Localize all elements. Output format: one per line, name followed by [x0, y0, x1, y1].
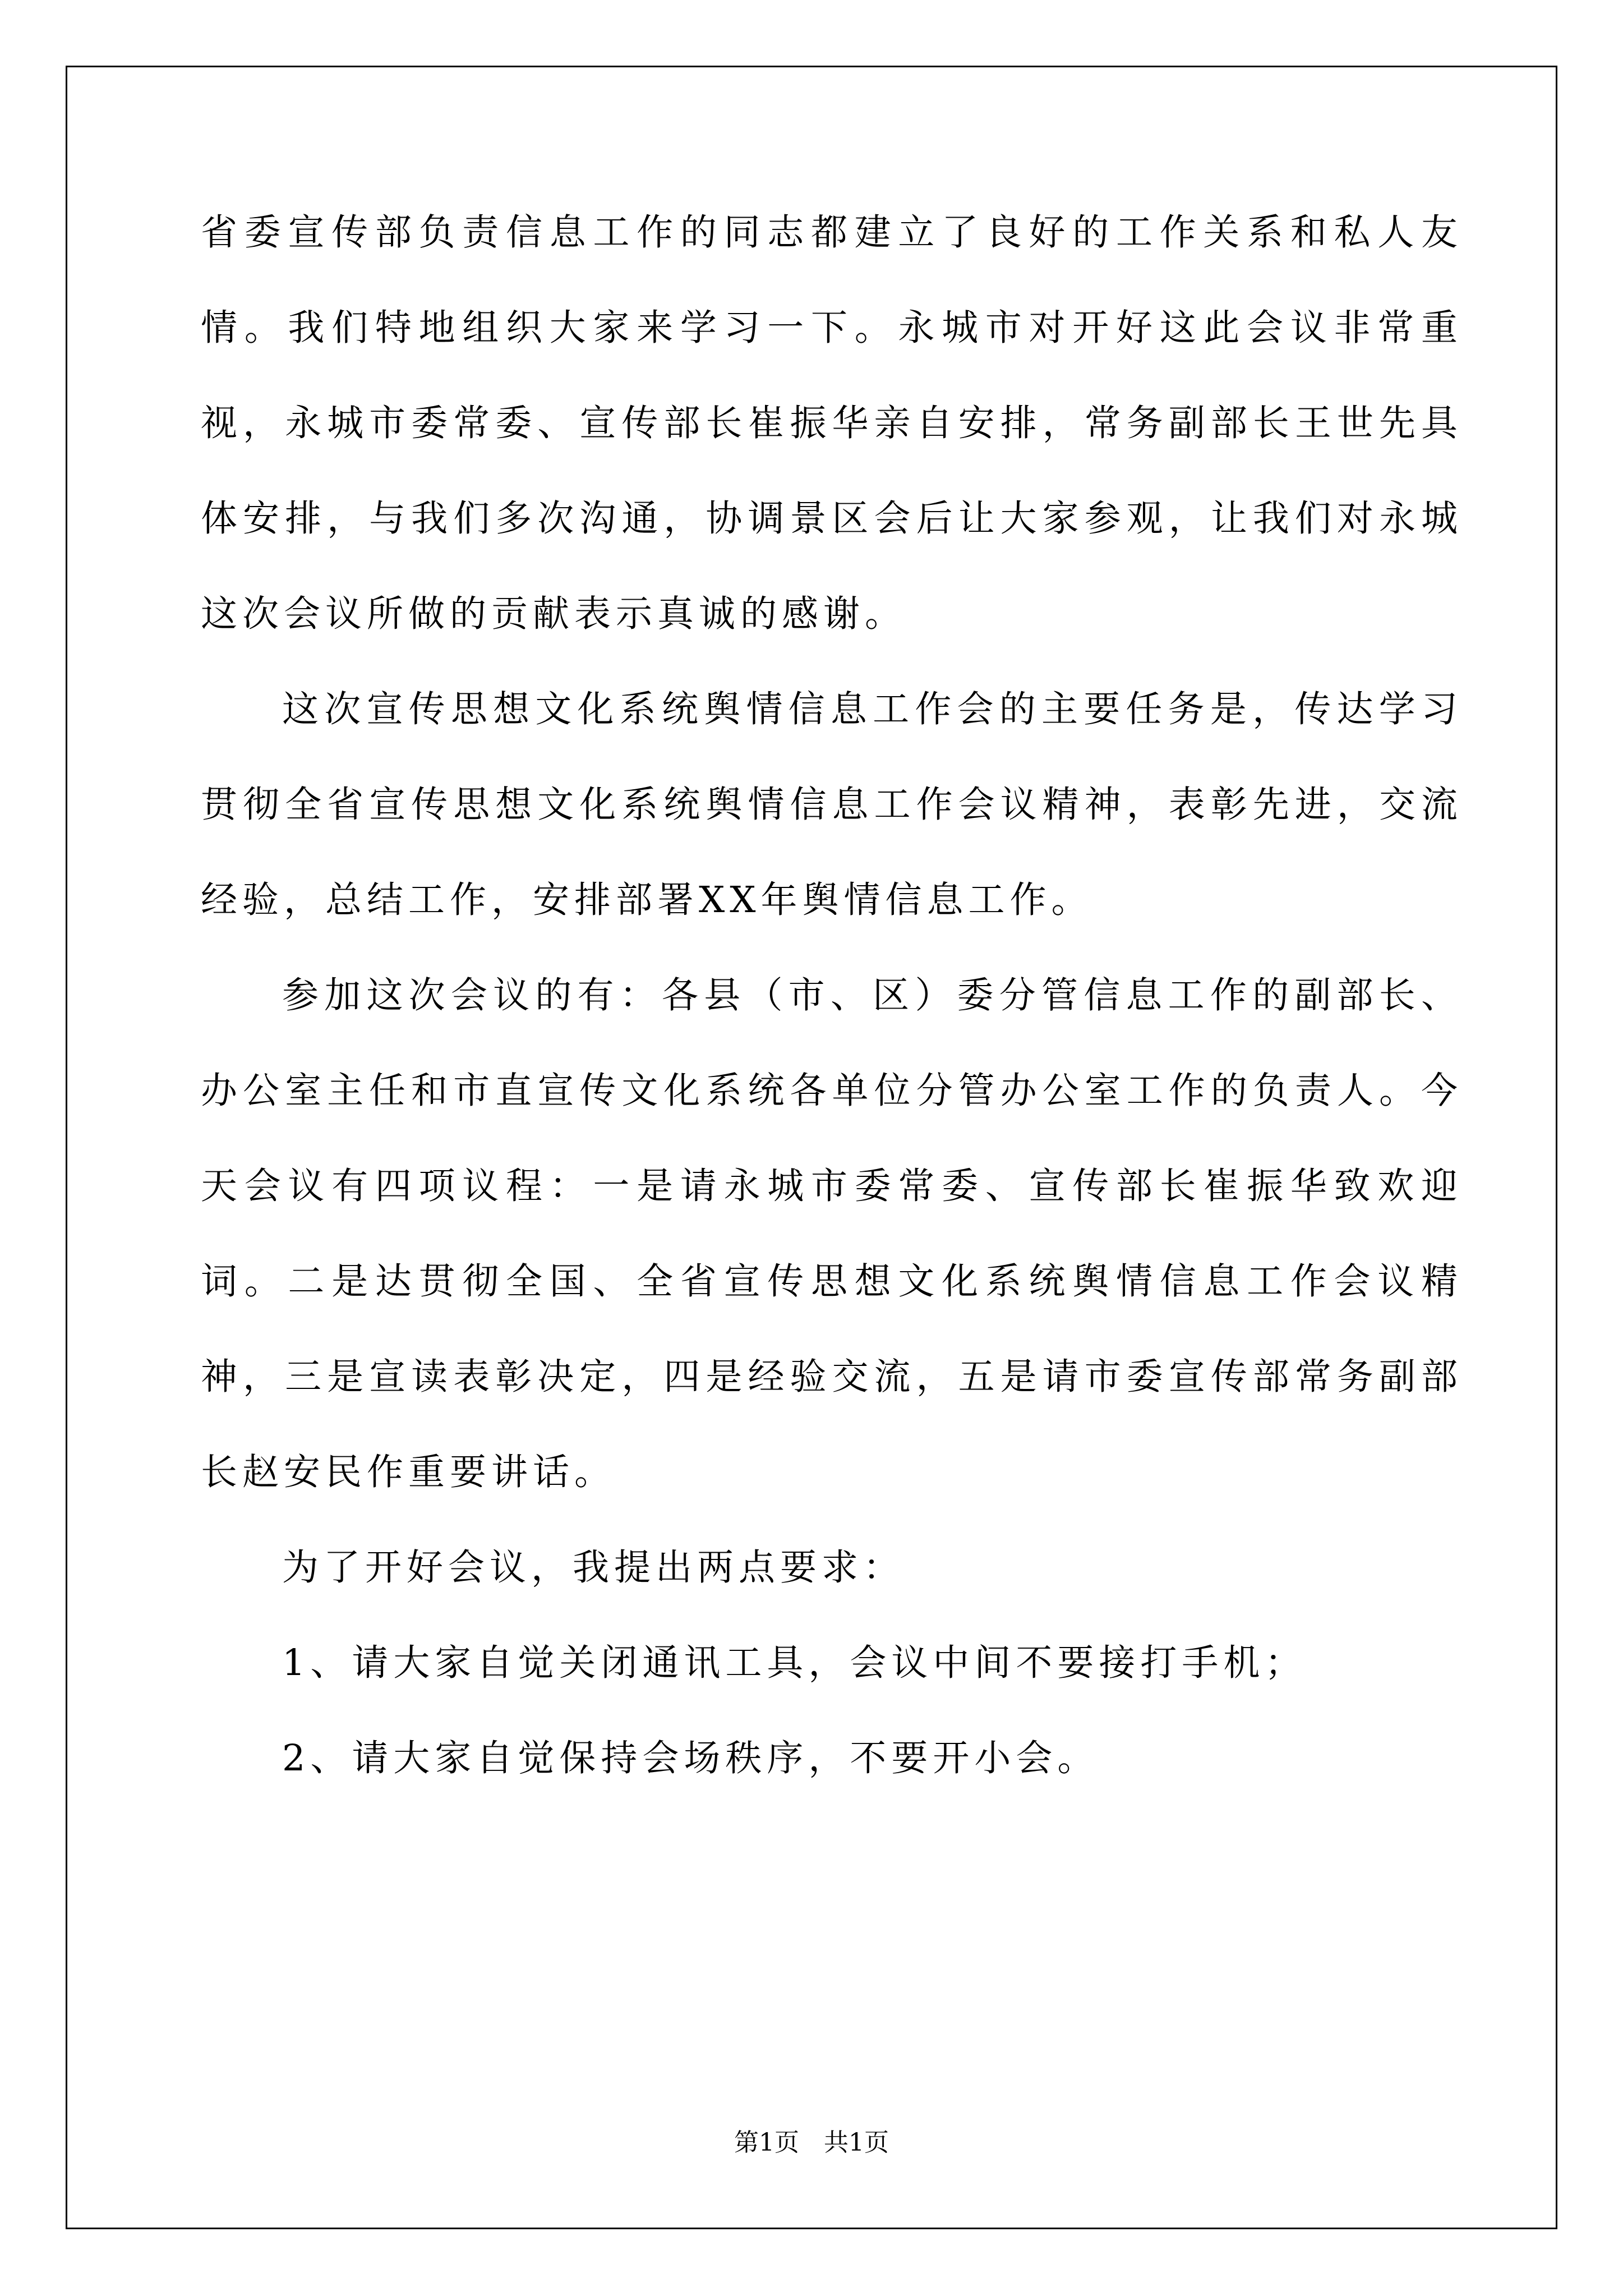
page-total: 共1页 [824, 2128, 889, 2157]
paragraph-3: 参加这次会议的有：各县（市、区）委分管信息工作的副部长、办公室主任和市直宣传文化系统各单位分管办公室工作的负责人。今天会议有四项议程：一是请永城市委常委、宣传部长崔振华致欢迎词。二是达贯彻全国、全省宣传思想文化系统舆情信息工作会议精神，三是宣读表彰决定，四是经验交流，五是请市委宣传部常务副部长赵安民作重要讲话。 [201, 974, 1463, 1493]
paragraph-6: 2、请大家自觉保持会场秩序，不要开小会。 [282, 1737, 1099, 1779]
page-number: 第1页 [734, 2128, 799, 2157]
page-footer [0, 2126, 1623, 2160]
paragraph-2: 这次宣传思想文化系统舆情信息工作会的主要任务是，传达学习贯彻全省宣传思想文化系统舆情信息工作会议精神，表彰先进，交流经验，总结工作，安排部署XX年舆情信息工作。 [201, 688, 1463, 921]
paragraph-1: 省委宣传部负责信息工作的同志都建立了良好的工作关系和私人友情。我们特地组织大家来学习一下。永城市对开好这此会议非常重视，永城市委常委、宣传部长崔振华亲自安排，常务副部长王世先具体安排，与我们多次沟通，协调景区会后让大家参观，让我们对永城这次会议所做的贡献表示真诚的感谢。 [201, 211, 1463, 635]
paragraph-4: 为了开好会议，我提出两点要求： [282, 1547, 905, 1589]
document-body [201, 185, 1463, 1806]
paragraph-5: 1、请大家自觉关闭通讯工具，会议中间不要接打手机； [282, 1642, 1307, 1684]
